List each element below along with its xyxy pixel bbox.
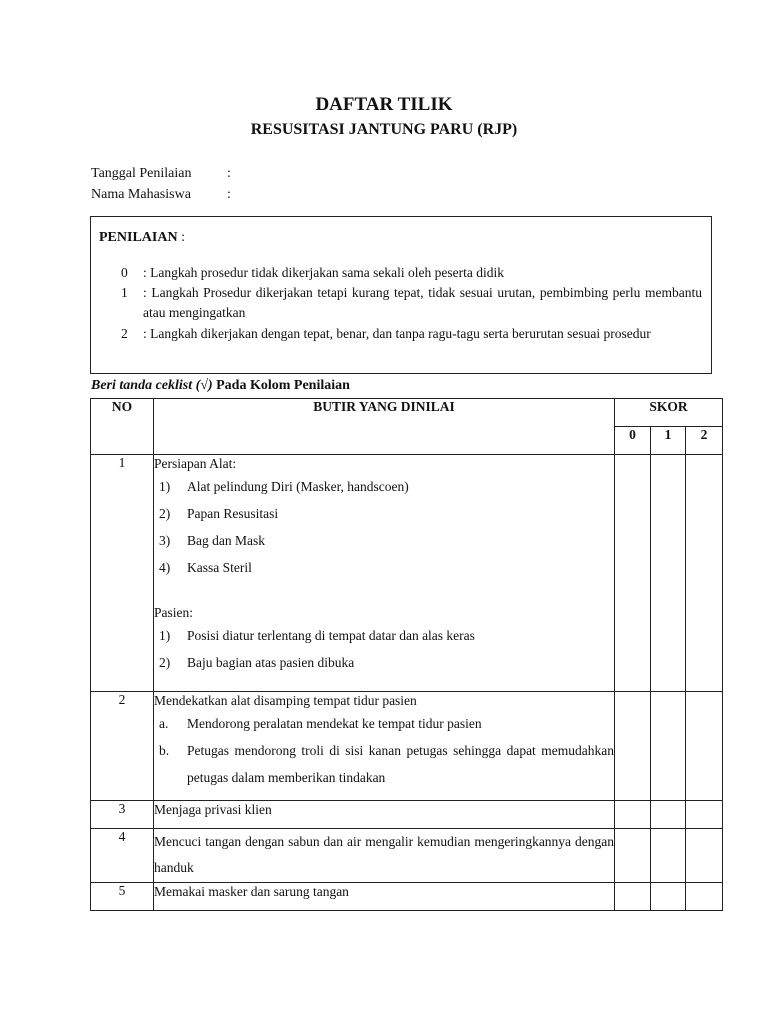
sub-item: 3) Bag dan Mask — [159, 533, 265, 548]
document-title: DAFTAR TILIK — [315, 94, 453, 115]
score-cell-0[interactable] — [615, 455, 651, 692]
header-no: NO — [91, 399, 154, 455]
row-item: Mencuci tangan dengan sabun dan air mengalir kemudian mengeringkannya dengan handuk — [154, 829, 615, 883]
legend-item-1 — [121, 283, 702, 323]
table-row — [91, 829, 723, 883]
meta-tanggal — [91, 166, 231, 182]
header-skor: SKOR — [615, 399, 723, 427]
header-score-2: 2 — [686, 427, 723, 455]
sub-item: 2) Papan Resusitasi — [159, 506, 279, 521]
row-number: 2 — [91, 692, 154, 801]
nama-value[interactable]: : — [227, 187, 231, 202]
instruction-normal: Pada Kolom Penilaian — [212, 378, 350, 393]
row-item — [154, 455, 615, 692]
row-item: Menjaga privasi klien — [154, 801, 615, 829]
score-cell-2[interactable] — [686, 455, 723, 692]
item-intro: Persiapan Alat: — [154, 456, 237, 471]
row-number: 1 — [91, 455, 154, 692]
legend-code: 1 — [121, 285, 128, 300]
score-cell-1[interactable] — [651, 692, 686, 801]
scoring-legend — [90, 216, 712, 374]
score-cell-2[interactable] — [686, 829, 723, 883]
score-cell-2[interactable] — [686, 692, 723, 801]
row-number: 4 — [91, 829, 154, 883]
legend-item-2 — [121, 324, 702, 344]
nama-label: Nama Mahasiswa — [91, 187, 191, 202]
legend-title: PENILAIAN : — [99, 230, 185, 245]
instruction-text — [91, 378, 350, 394]
score-cell-1[interactable] — [651, 883, 686, 911]
meta-nama — [91, 187, 231, 203]
row-item — [154, 692, 615, 801]
score-cell-0[interactable] — [615, 692, 651, 801]
checklist-table — [90, 398, 723, 911]
score-cell-2[interactable] — [686, 883, 723, 911]
score-cell-0[interactable] — [615, 883, 651, 911]
table-row — [91, 692, 723, 801]
score-cell-1[interactable] — [651, 455, 686, 692]
table-row — [91, 801, 723, 829]
legend-item-0 — [121, 263, 702, 283]
score-cell-1[interactable] — [651, 829, 686, 883]
score-cell-1[interactable] — [651, 801, 686, 829]
row-number: 5 — [91, 883, 154, 911]
sub-item: 1) Posisi diatur terlentang di tempat datar dan alas keras — [159, 628, 475, 643]
legend-code: 0 — [121, 265, 128, 280]
legend-text: : Langkah Prosedur dikerjakan tetapi kurang tepat, tidak sesuai urutan, pembimbing perlu membantu atau mengingatkan — [143, 285, 702, 320]
sub-item: 1) Alat pelindung Diri (Masker, handscoen) — [159, 479, 409, 494]
header-score-1: 1 — [651, 427, 686, 455]
score-cell-0[interactable] — [615, 829, 651, 883]
row-item: Memakai masker dan sarung tangan — [154, 883, 615, 911]
row-number: 3 — [91, 801, 154, 829]
table-row — [91, 455, 723, 692]
legend-code: 2 — [121, 326, 128, 341]
score-cell-0[interactable] — [615, 801, 651, 829]
legend-text: : Langkah dikerjakan dengan tepat, benar, dan tanpa ragu-tagu serta berurutan sesuai prosedur — [143, 326, 651, 341]
table-row — [91, 883, 723, 911]
header-score-0: 0 — [615, 427, 651, 455]
sub-item: b. Petugas mendorong troli di sisi kanan petugas sehingga dapat memudahkan petugas dalam memberikan tindakan — [159, 743, 614, 785]
tanggal-label: Tanggal Penilaian — [91, 166, 192, 181]
score-cell-2[interactable] — [686, 801, 723, 829]
header-butir: BUTIR YANG DINILAI — [154, 399, 615, 455]
legend-text: : Langkah prosedur tidak dikerjakan sama sekali oleh peserta didik — [143, 265, 505, 280]
sub-item: 4) Kassa Steril — [159, 560, 252, 575]
legend-title-suffix: : — [177, 230, 185, 245]
sub-item: 2) Baju bagian atas pasien dibuka — [159, 655, 355, 670]
item-intro: Pasien: — [154, 605, 193, 620]
document-subtitle: RESUSITASI JANTUNG PARU (RJP) — [250, 121, 518, 138]
sub-item: a. Mendorong peralatan mendekat ke tempat tidur pasien — [159, 716, 482, 731]
item-intro: Mendekatkan alat disamping tempat tidur pasien — [154, 693, 417, 708]
instruction-italic: Beri tanda ceklist (√) — [91, 378, 213, 393]
tanggal-value[interactable]: : — [227, 166, 231, 181]
